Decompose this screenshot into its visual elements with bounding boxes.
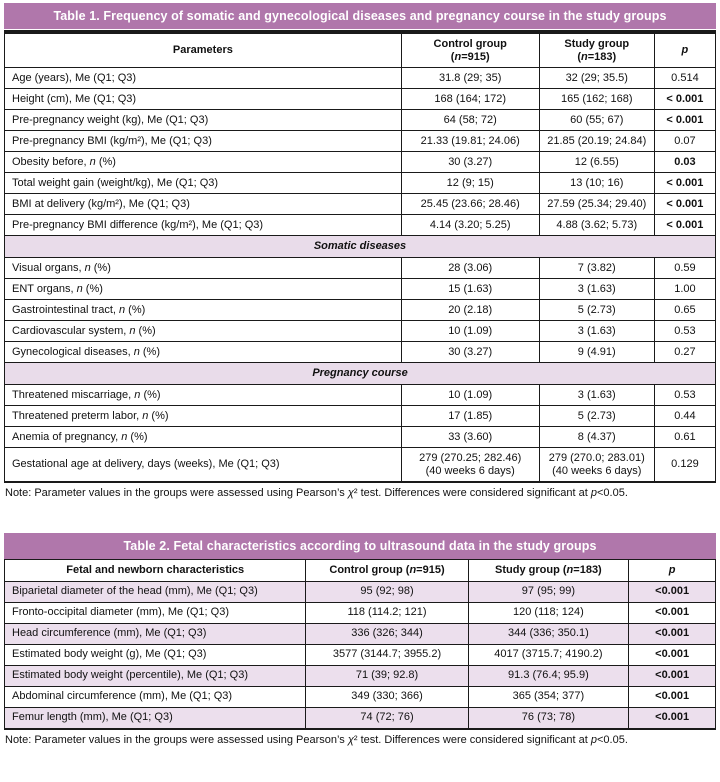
table2-note: Note: Parameter values in the groups were assessed using Pearson’s χ² test. Differences were considered significant at p<0.05.	[5, 733, 628, 746]
p-cell: <0.001	[629, 581, 716, 602]
control-cell: 4.14 (3.20; 5.25)	[401, 215, 539, 236]
control-cell: 33 (3.60)	[401, 427, 539, 448]
control-cell: 30 (3.27)	[401, 342, 539, 363]
param-cell: Total weight gain (weight/kg), Me (Q1; Q3)	[5, 173, 402, 194]
section-row	[5, 363, 716, 385]
p-cell: <0.001	[629, 707, 716, 729]
table2-block	[4, 533, 716, 747]
col-header-control-group: Control group (n=915)	[401, 34, 539, 68]
table2-title: Table 2. Fetal characteristics according to ultrasound data in the study groups	[4, 533, 716, 559]
table-row	[5, 215, 716, 236]
param-cell: Fronto-occipital diameter (mm), Me (Q1; Q3)	[5, 602, 306, 623]
control-cell: 15 (1.63)	[401, 279, 539, 300]
param-cell: Threatened preterm labor, n (%)	[5, 406, 402, 427]
table-row	[5, 89, 716, 110]
table1-block	[4, 3, 716, 500]
p-cell: <0.001	[629, 623, 716, 644]
table-row	[5, 406, 716, 427]
p-cell: 0.53	[654, 385, 715, 406]
control-cell: 28 (3.06)	[401, 258, 539, 279]
study-cell: 12 (6.55)	[539, 152, 654, 173]
table-row	[5, 110, 716, 131]
p-cell: 0.27	[654, 342, 715, 363]
param-cell: Femur length (mm), Me (Q1; Q3)	[5, 707, 306, 729]
table-row	[5, 194, 716, 215]
control-cell: 279 (270.25; 282.46) (40 weeks 6 days)	[401, 448, 539, 483]
table1-header-row	[5, 34, 716, 68]
param-cell: Height (cm), Me (Q1; Q3)	[5, 89, 402, 110]
p-cell: <0.001	[629, 644, 716, 665]
param-cell: Estimated body weight (percentile), Me (Q1; Q3)	[5, 665, 306, 686]
section-label: Pregnancy course	[5, 363, 716, 385]
col-header-study-group: Study group (n=183)	[539, 34, 654, 68]
table-row	[5, 581, 716, 602]
col-header-p-value: p	[629, 560, 716, 582]
table-row	[5, 68, 716, 89]
col-header-control-group: Control group (n=915)	[306, 560, 468, 582]
table-row	[5, 602, 716, 623]
col-header-parameters: Parameters	[5, 34, 402, 68]
p-cell: 0.44	[654, 406, 715, 427]
table2-header	[5, 560, 716, 582]
control-cell: 31.8 (29; 35)	[401, 68, 539, 89]
control-cell: 71 (39; 92.8)	[306, 665, 468, 686]
control-cell: 168 (164; 172)	[401, 89, 539, 110]
table2-header-row	[5, 560, 716, 582]
param-cell: Gestational age at delivery, days (weeks), Me (Q1; Q3)	[5, 448, 402, 483]
table-row	[5, 258, 716, 279]
study-cell: 76 (73; 78)	[468, 707, 629, 729]
p-cell: <0.001	[629, 686, 716, 707]
control-cell: 20 (2.18)	[401, 300, 539, 321]
control-cell: 64 (58; 72)	[401, 110, 539, 131]
control-cell: 17 (1.85)	[401, 406, 539, 427]
p-cell: 1.00	[654, 279, 715, 300]
p-cell: 0.129	[654, 448, 715, 483]
param-cell: ENT organs, n (%)	[5, 279, 402, 300]
control-cell: 3577 (3144.7; 3955.2)	[306, 644, 468, 665]
table-row	[5, 686, 716, 707]
study-cell: 32 (29; 35.5)	[539, 68, 654, 89]
study-cell: 7 (3.82)	[539, 258, 654, 279]
table-row	[5, 131, 716, 152]
param-cell: Visual organs, n (%)	[5, 258, 402, 279]
section-row	[5, 236, 716, 258]
study-cell: 27.59 (25.34; 29.40)	[539, 194, 654, 215]
table-row	[5, 623, 716, 644]
col-header-characteristics: Fetal and newborn characteristics	[5, 560, 306, 582]
param-cell: Age (years), Me (Q1; Q3)	[5, 68, 402, 89]
control-cell: 349 (330; 366)	[306, 686, 468, 707]
control-cell: 12 (9; 15)	[401, 173, 539, 194]
param-cell: Cardiovascular system, n (%)	[5, 321, 402, 342]
study-cell: 3 (1.63)	[539, 279, 654, 300]
p-cell: < 0.001	[654, 215, 715, 236]
study-cell: 8 (4.37)	[539, 427, 654, 448]
p-cell: < 0.001	[654, 173, 715, 194]
table-row	[5, 152, 716, 173]
control-cell: 10 (1.09)	[401, 385, 539, 406]
p-cell: 0.59	[654, 258, 715, 279]
study-cell: 120 (118; 124)	[468, 602, 629, 623]
section-label: Somatic diseases	[5, 236, 716, 258]
table-row	[5, 644, 716, 665]
table-row	[5, 427, 716, 448]
table1-header	[5, 34, 716, 68]
param-cell: Pre-pregnancy BMI difference (kg/m²), Me (Q1; Q3)	[5, 215, 402, 236]
param-cell: Threatened miscarriage, n (%)	[5, 385, 402, 406]
study-cell: 60 (55; 67)	[539, 110, 654, 131]
table-row	[5, 448, 716, 483]
table-row	[5, 300, 716, 321]
param-cell: Gastrointestinal tract, n (%)	[5, 300, 402, 321]
study-cell: 3 (1.63)	[539, 321, 654, 342]
table2	[4, 559, 716, 730]
control-cell: 336 (326; 344)	[306, 623, 468, 644]
p-cell: <0.001	[629, 602, 716, 623]
p-cell: < 0.001	[654, 110, 715, 131]
control-cell: 10 (1.09)	[401, 321, 539, 342]
param-cell: Estimated body weight (g), Me (Q1; Q3)	[5, 644, 306, 665]
study-cell: 279 (270.0; 283.01) (40 weeks 6 days)	[539, 448, 654, 483]
p-cell: 0.03	[654, 152, 715, 173]
table-row	[5, 665, 716, 686]
study-cell: 365 (354; 377)	[468, 686, 629, 707]
p-cell: < 0.001	[654, 89, 715, 110]
study-cell: 13 (10; 16)	[539, 173, 654, 194]
control-cell: 74 (72; 76)	[306, 707, 468, 729]
p-cell: <0.001	[629, 665, 716, 686]
table-row	[5, 173, 716, 194]
table2-body	[5, 581, 716, 729]
p-cell: 0.53	[654, 321, 715, 342]
study-cell: 97 (95; 99)	[468, 581, 629, 602]
col-header-p-value: p	[654, 34, 715, 68]
control-cell: 21.33 (19.81; 24.06)	[401, 131, 539, 152]
control-cell: 30 (3.27)	[401, 152, 539, 173]
table-row	[5, 342, 716, 363]
control-cell: 118 (114.2; 121)	[306, 602, 468, 623]
study-cell: 4.88 (3.62; 5.73)	[539, 215, 654, 236]
study-cell: 4017 (3715.7; 4190.2)	[468, 644, 629, 665]
control-cell: 25.45 (23.66; 28.46)	[401, 194, 539, 215]
study-cell: 165 (162; 168)	[539, 89, 654, 110]
table1	[4, 33, 716, 483]
study-cell: 91.3 (76.4; 95.9)	[468, 665, 629, 686]
param-cell: Anemia of pregnancy, n (%)	[5, 427, 402, 448]
p-cell: < 0.001	[654, 194, 715, 215]
table1-body	[5, 68, 716, 483]
param-cell: Abdominal circumference (mm), Me (Q1; Q3)	[5, 686, 306, 707]
param-cell: Obesity before, n (%)	[5, 152, 402, 173]
p-cell: 0.65	[654, 300, 715, 321]
p-cell: 0.514	[654, 68, 715, 89]
param-cell: Head circumference (mm), Me (Q1; Q3)	[5, 623, 306, 644]
param-cell: Biparietal diameter of the head (mm), Me (Q1; Q3)	[5, 581, 306, 602]
control-cell: 95 (92; 98)	[306, 581, 468, 602]
col-header-study-group: Study group (n=183)	[468, 560, 629, 582]
study-cell: 21.85 (20.19; 24.84)	[539, 131, 654, 152]
table-row	[5, 385, 716, 406]
p-cell: 0.07	[654, 131, 715, 152]
param-cell: Pre-pregnancy weight (kg), Me (Q1; Q3)	[5, 110, 402, 131]
param-cell: BMI at delivery (kg/m²), Me (Q1; Q3)	[5, 194, 402, 215]
param-cell: Pre-pregnancy BMI (kg/m²), Me (Q1; Q3)	[5, 131, 402, 152]
study-cell: 344 (336; 350.1)	[468, 623, 629, 644]
table1-title: Table 1. Frequency of somatic and gynecological diseases and pregnancy course in the study groups	[4, 3, 716, 29]
study-cell: 5 (2.73)	[539, 406, 654, 427]
table-row	[5, 321, 716, 342]
table1-note: Note: Parameter values in the groups were assessed using Pearson’s χ² test. Differences were considered significant at p<0.05.	[5, 487, 628, 499]
table-row	[5, 707, 716, 729]
table-row	[5, 279, 716, 300]
study-cell: 3 (1.63)	[539, 385, 654, 406]
study-cell: 5 (2.73)	[539, 300, 654, 321]
study-cell: 9 (4.91)	[539, 342, 654, 363]
param-cell: Gynecological diseases, n (%)	[5, 342, 402, 363]
p-cell: 0.61	[654, 427, 715, 448]
